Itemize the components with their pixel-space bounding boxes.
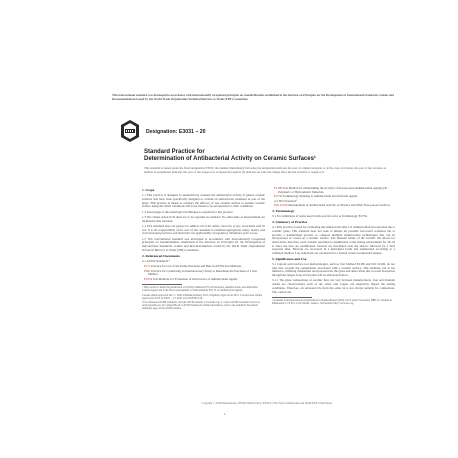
title-sub: Standard Practice for xyxy=(144,149,205,155)
paragraph-2-1: 2.1 ASTM Standards:² xyxy=(142,258,170,263)
left-column xyxy=(142,187,265,312)
section-heading-terminology: 3. Terminology xyxy=(272,209,295,214)
designation: Designation: E3031 − 20 xyxy=(146,129,206,135)
page-title: Determination of Antibacterial Activity on Ceramic Surfaces¹ xyxy=(144,156,316,162)
paragraph-4-1: 4.1 This practice is used for evaluating the antibacterial effect of antimicrobials incorporated into a ceramic glaze. This standard does not seek to imitate all possible real-world scenarios but to provide a standardized practice to compare multiple antimicrobial technologies that can be incorporated or coated on a ceramic surface. The inherent nature of the ceramic tile allows for desiccation; therefore, each ceramic specimen is equilibrated to the testing environment for 18–24 h. Once the tiles are equilibrated, bacteria are inoculated onto the surface followed by a 24-h exposure time. Bacteria are recovered in a neutralizer broth and enumerated according to a validated method. Log reductions are calculated for a treated versus an untreated sample. xyxy=(272,225,395,256)
copyright-footer: Copyright © ASTM International, 100 Barr Harbor Drive, PO Box C700, West Conshohocken, PA 19428-2959. United States xyxy=(201,402,333,405)
reference-text: Measurement of Antibacterial Activity on Plastics and Other Non-porous Surfaces xyxy=(287,203,391,208)
top-notice: This international standard was developed in accordance with internationally recognized principles on standardization established in the Decision on Principles for the Development of International Standards, Guides and Recommendations issued by the World Trade Organization Technical Barriers to Trade (TBT) Committee. xyxy=(112,93,394,101)
reference-item[interactable] xyxy=(272,204,395,208)
title-block xyxy=(144,149,384,163)
section-heading-scope: 1. Scope xyxy=(142,188,155,193)
astm-logo-icon xyxy=(119,119,141,143)
footnote-1: ¹ This practice is under the jurisdiction of ASTM Committee E35 on Pesticides, Antimicrobials, and Alternative Control Agents and is the direct responsibility of Subcommittee E35.15 on Antimicrobial Agents. xyxy=(142,286,258,293)
reference-text: Terminology Relating to Antimicrobial and Antiviral Agents xyxy=(282,194,358,199)
reference-code-link[interactable]: E2180 xyxy=(274,186,283,190)
paragraph-5-1: 5.1 Current solid surface test methodologies, such as Test Method E2180 and ISO 22196, do not take into account the complexities associated with a ceramic surface. This includes, but is not limited to, differing chemistries incorporated into the glaze and desiccation due to water absorption through the bisque body. Each point will be elaborated below. xyxy=(272,262,395,278)
paragraph-1-3: 1.3 The values stated in SI units are to be regarded as standard. No other units of measurement are included in this standard. xyxy=(142,214,265,223)
reference-code-link[interactable]: E691 xyxy=(144,268,151,273)
section-heading-significance: 5. Significance and Use xyxy=(272,257,307,262)
reference-code-link[interactable]: E1054 xyxy=(144,276,153,281)
footnote-1-edition: Current edition approved Dec. 1, 2020. Published January 2021. Originally approved in 2015. Last previous edition approved in 2015 as E3031 – 15. DOI: 10.1520/E3031-20. xyxy=(142,293,263,300)
paragraph-5-1-1: 5.1.1 The glaze composition of ceramic tiles can vary between manufacturers. Iron and titanium oxides are characteristics such as tin, silver and copper can negatively impact the testing conditions. Therefore, an untreated tile from the same lot is not always suitable for comparison. The control tile xyxy=(272,278,395,294)
reference-text: Test Methods for Evaluation of Inactivators of Antimicrobial Agents xyxy=(152,276,238,281)
standard-notice: This standard is issued under the fixed designation E3031; the number immediately following the designation indicates the year of original adoption or, in the case of revision, the year of last revision. A number in parentheses indicates the year of last reapproval. A superscript epsilon (ε) indicates an editorial change since the last revision or reapproval. xyxy=(144,166,386,174)
right-column xyxy=(272,187,395,307)
reference-text: Practice for Use of the Terms Precision and Bias in ASTM Test Methods xyxy=(150,264,242,269)
reference-text: Practice for Conducting an Interlaboratory Study to Determine the Precision of a Test Method xyxy=(148,268,258,277)
paragraph-1-5: 1.5 This international standard was developed in accordance with internationally recognized principles on standardization established in the Decision on Principles for the Development of International Standards, Guides and Recommendations issued by the World Trade Organization Technical Barriers to Trade (TBT) Committee. xyxy=(142,236,265,252)
reference-code-link[interactable]: E177 xyxy=(144,264,151,269)
section-heading-referenced-documents: 2. Referenced Documents xyxy=(142,253,180,258)
reference-item[interactable] xyxy=(142,278,265,282)
page-number: 1 xyxy=(224,412,226,416)
footnote-2: ² For referenced ASTM standards, visit the ASTM website, www.astm.org, or contact ASTM Customer Service at service@astm.org. For Annual Book of ASTM Standards volume information, refer to the standard's Document Summary page on the ASTM website. xyxy=(142,301,260,311)
paragraph-3-1: 3.1 For definitions of terms used in this practice refer to Terminology E2756. xyxy=(272,214,368,219)
paragraph-1-1: 1.1 This practice is designed to quantitatively evaluate the antibacterial activity of glazed ceramic surfaces that have been specifically designed to contain an antibacterial treatment as part of the glaze. This practice is meant to compare the efficacy of one ceramic surface to another ceramic surface using the stated conditions and is not meant to be extrapolated to other conditions. xyxy=(142,193,265,209)
reference-text: Test Method for Determining the Activity of Incorporated Antimicrobial Agent(s) In Polymeric or Hydrophobic Materials xyxy=(278,186,388,194)
paragraph-1-2: 1.2 Knowledge of microbiological techniques is required for this practice. xyxy=(142,209,234,214)
paragraph-1-4: 1.4 This standard does not purport to address all of the safety concerns, if any, associated with its use. It is the responsibility of the user of this standard to establish appropriate safety, health, and environmental practices and determine the applicability of regulatory limitations prior to use. xyxy=(142,223,265,236)
footnote-3: ³ Available from International Organization for Standardization (ISO), ISO Central Secretariat, BIBC II, Chemin de Blandonnet 8, CP 401, 1214 Vernier, Geneva, Switzerland, http://www.iso.org. xyxy=(272,299,392,306)
reference-code: 2.2 xyxy=(274,198,278,203)
reference-text: ISO Standard:³ xyxy=(277,198,298,203)
section-heading-summary: 4. Summary of Practice xyxy=(272,220,308,225)
reference-code-link[interactable]: ISO 22196 xyxy=(274,203,288,208)
reference-code-link[interactable]: E2756 xyxy=(274,194,283,199)
